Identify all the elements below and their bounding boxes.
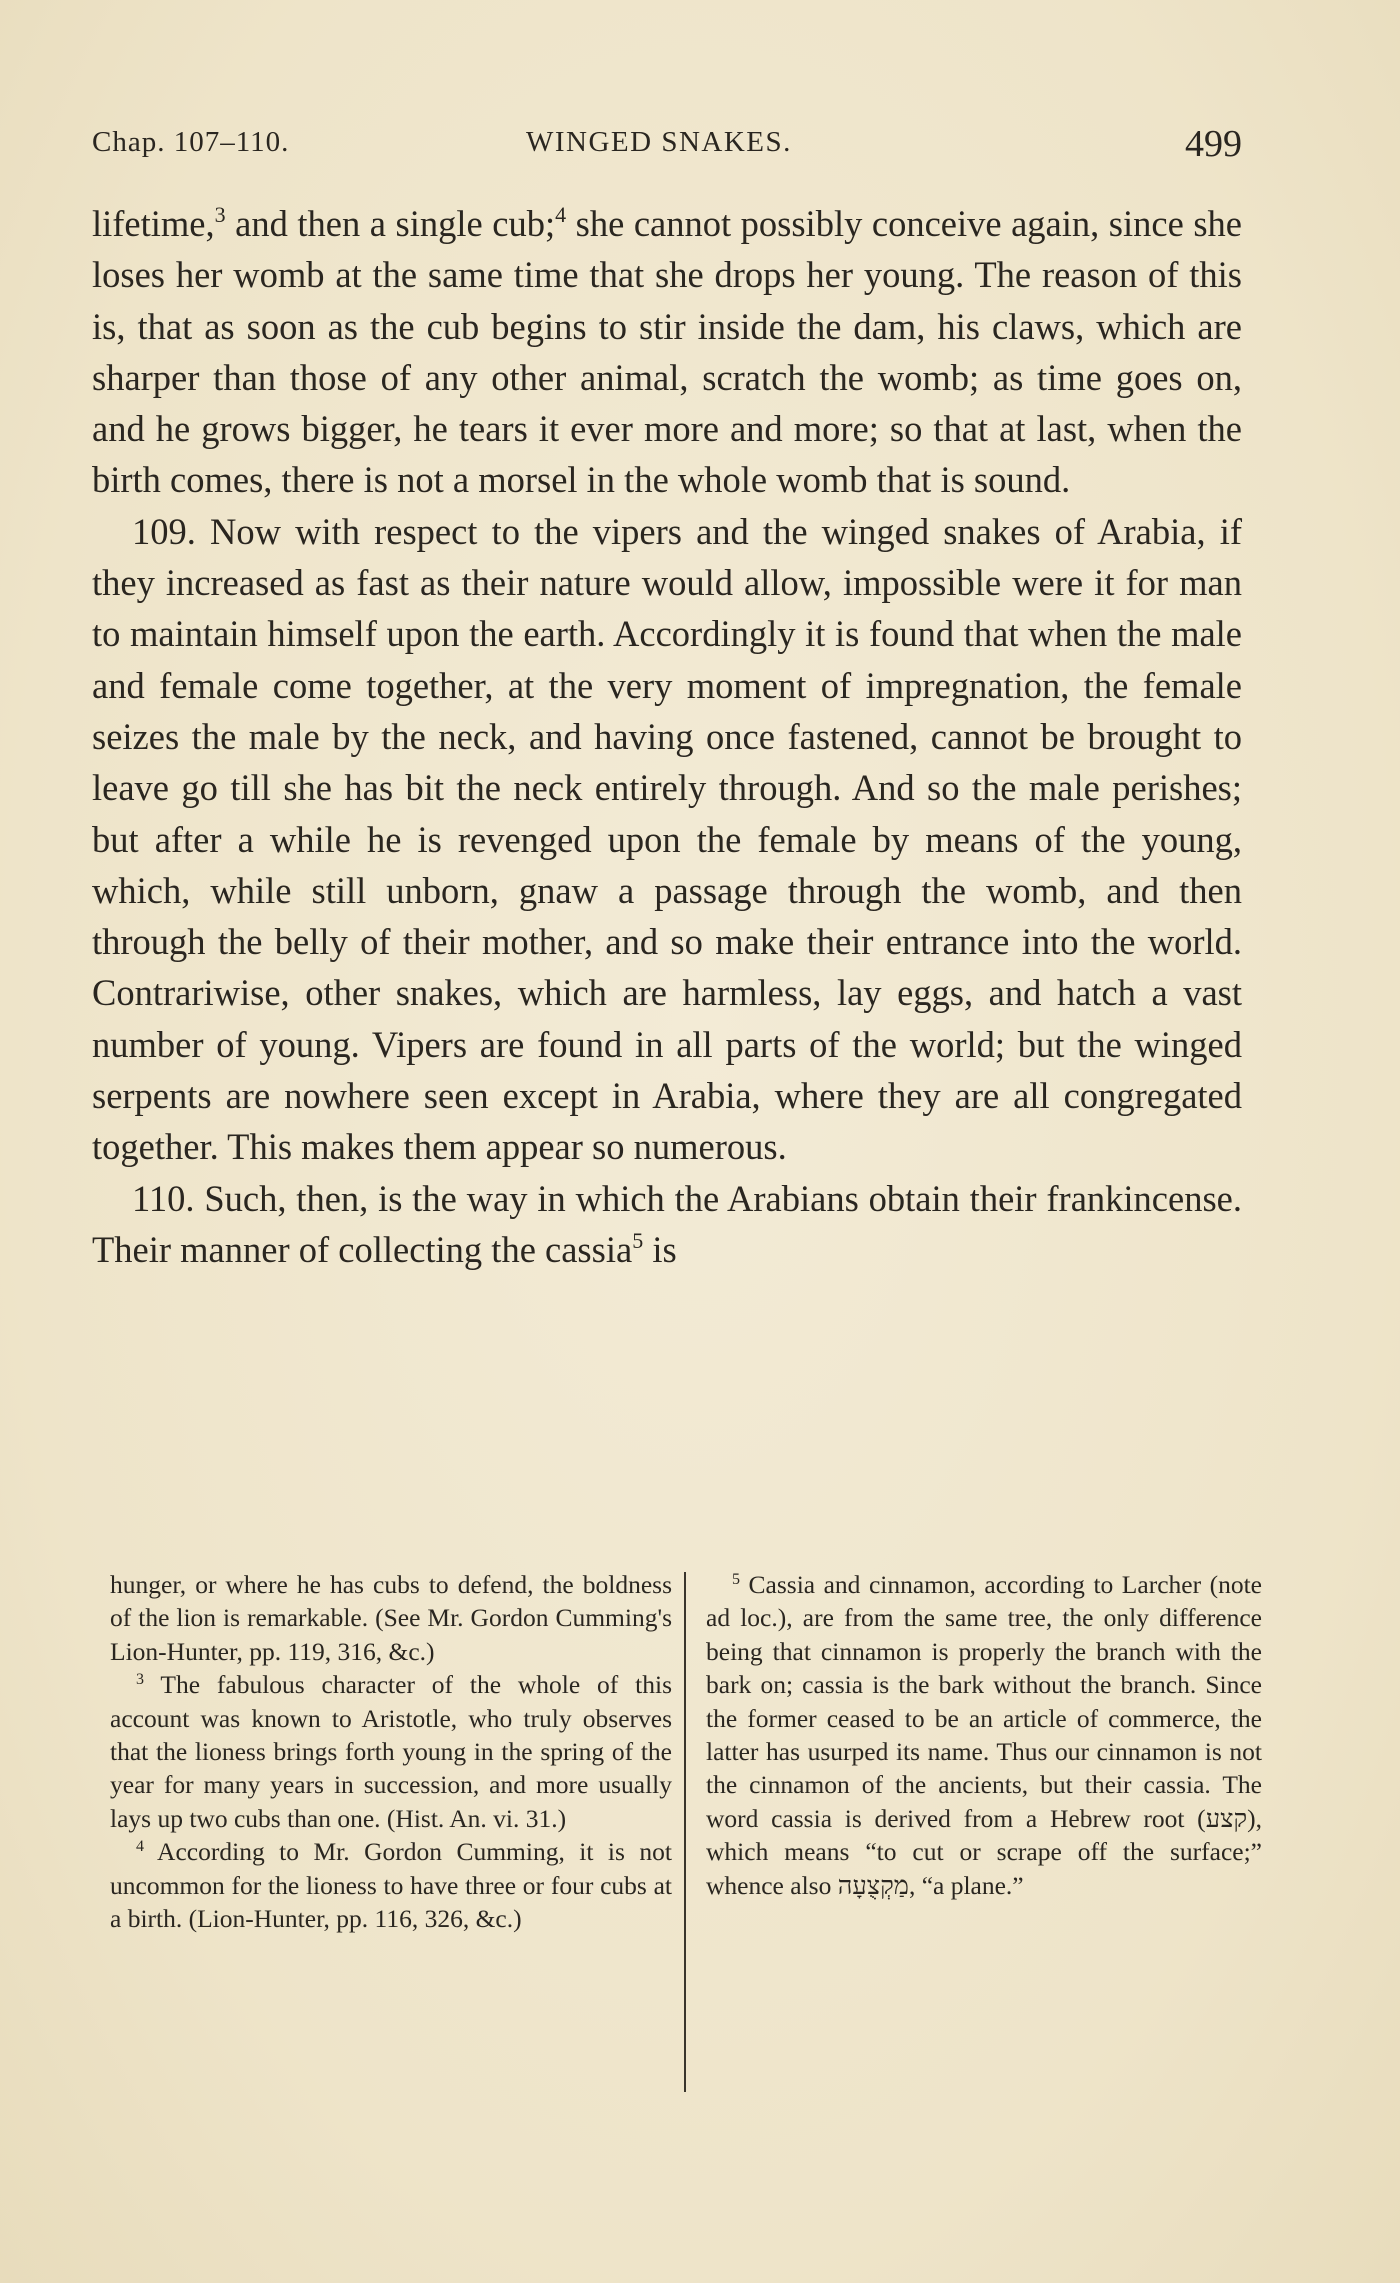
- footnote-mark-5: 5: [732, 1571, 740, 1588]
- footnote-ref-3: 3: [214, 202, 226, 227]
- footnote-mark-3: 3: [136, 1671, 144, 1689]
- chapter-reference: Chap. 107–110.: [92, 126, 290, 158]
- text-run: she cannot possibly conceive again, since she loses her womb at the same time that she drops her young. The reason of this is, that as soon as the cub begins to stir inside the dam, his claws, which are sharper than those of any other animal, scratch the womb; as time goes on, and he grows bigger, he tears it ever more and more; so that at last, when the birth comes, there is not a morsel in the whole womb that is sound.: [92, 203, 1242, 501]
- text-run: lifetime,: [92, 203, 215, 244]
- footnote-continuation: hunger, or where he has cubs to defend, the boldness of the lion is remarkable. (See Mr. Gordon Cumming's Lion-Hunter, pp. 119, 316, &c.): [110, 1570, 672, 1666]
- text-run: 110. Such, then, is the way in which the Arabians obtain their frankincense. Their manner of collecting the cassia: [92, 1177, 1242, 1270]
- footnote-mark-4: 4: [136, 1838, 144, 1856]
- footnote-text: Cassia and cinnamon, according to Larcher (note ad loc.), are from the same tree, the only difference being that cinnamon is properly the branch with the bark on; cassia is the bark without the branch. Since the former ceased to be an article of commerce, the latter has usurped its name. Thus our cinnamon is not the cinnamon of the ancients, but their cassia. The word cassia is derived from a Hebrew root (קצע), which means “to cut or scrape off the surface;” whence also מַקְצֻעָה, “a plane.”: [706, 1570, 1262, 1900]
- paragraph-110: [92, 1173, 1242, 1276]
- footnote-column-right: [706, 1568, 1262, 1902]
- page-number: 499: [1185, 123, 1242, 165]
- main-text: [92, 198, 1242, 1275]
- text-run: and then a single cub;: [225, 203, 556, 244]
- footnote-ref-5: 5: [632, 1227, 644, 1253]
- footnote-column-left: [110, 1568, 672, 1935]
- footnote-text: According to Mr. Gordon Cumming, it is not uncommon for the lioness to have three or four cubs at a birth. (Lion-Hunter, pp. 116, 326, &c.): [110, 1837, 672, 1934]
- column-divider: [684, 1572, 686, 2092]
- footnote-3: [110, 1668, 672, 1835]
- footnote-ref-4: 4: [555, 202, 567, 227]
- running-header: [92, 118, 1242, 178]
- text-run: is: [643, 1228, 677, 1270]
- paragraph-continuation: [92, 198, 1242, 506]
- paragraph-109: 109. Now with respect to the vipers and the winged snakes of Arabia, if they increased as fast as their nature would allow, impossible were it for man to maintain himself upon the earth. Accordingly it is found that when the male and female come together, at the very moment of impregnation, the female seizes the male by the neck, and having once fastened, cannot be brought to leave go till she has bit the neck entirely through. And so the male perishes; but after a while he is revenged upon the female by means of the young, which, while still unborn, gnaw a passage through the womb, and then through the belly of their mother, and so make their entrance into the world. Contrariwise, other snakes, which are harmless, lay eggs, and hatch a vast number of young. Vipers are found in all parts of the world; but the winged serpents are nowhere seen except in Arabia, where they are all congregated together. This makes them appear so numerous.: [92, 510, 1242, 1168]
- running-title: WINGED SNAKES.: [526, 126, 792, 158]
- footnote-4: [110, 1835, 672, 1935]
- footnotes: [92, 1568, 1262, 2098]
- footnote-text: The fabulous character of the whole of this account was known to Aristotle, who truly observes that the lioness brings forth young in the spring of the year for many years in succession, and more usually lays up two cubs than one. (Hist. An. vi. 31.): [110, 1670, 672, 1833]
- footnote-5: [706, 1568, 1262, 1902]
